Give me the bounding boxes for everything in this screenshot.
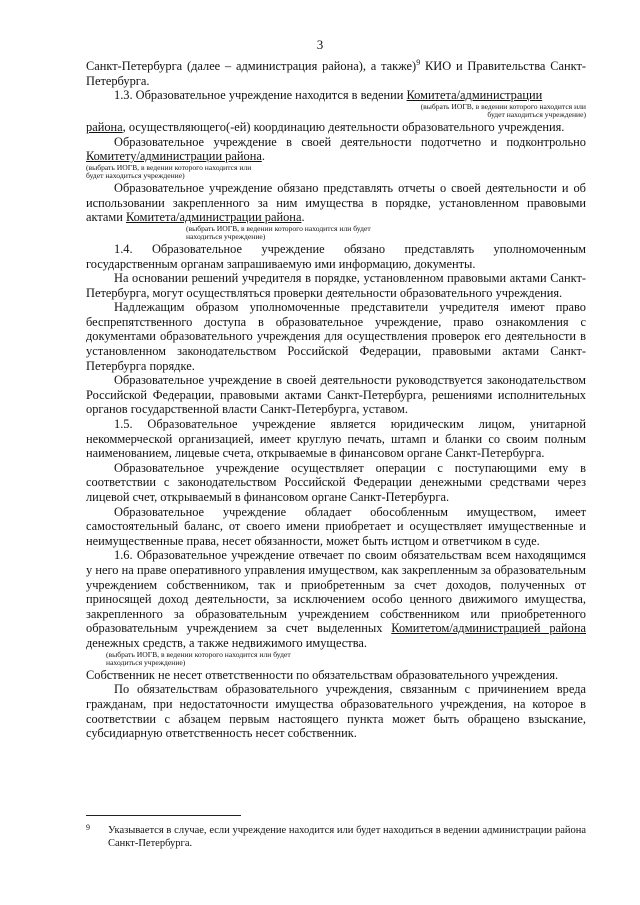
paragraph-accountable: Образовательное учреждение в своей деятельности подотчетно и подконтрольно Комитету/администрации района.	[86, 134, 586, 164]
committee-placeholder: Комитета/администрации	[406, 88, 543, 103]
ogv-hint: (выбрать ИОГВ, в ведении которого находится или будет находиться учреждение)	[106, 649, 291, 668]
paragraph-1-3-cont: района, осуществляющего(-ей) координацию деятельности образовательного учреждения.	[86, 119, 565, 134]
paragraph-owner: Собственник не несет ответственности по обязательствам образовательного учреждения.	[86, 667, 559, 682]
ogv-hint: (выбрать ИОГВ, в ведении которого находится или будет находиться учреждение)	[420, 101, 586, 120]
paragraph-access: Надлежащим образом уполномоченные представители учредителя имеют право беспрепятственного доступа в образовательное учреждение, право ознакомления с документами образовательного учреждения для осуществления проверок его деятельности в установленном законодательством Российской Федерации, правовыми актами Санкт-Петербурга порядке.	[86, 300, 586, 373]
footnote-ref: 9	[416, 57, 421, 67]
footnote	[86, 824, 586, 850]
paragraph-1-5: 1.5. Образовательное учреждение является юридическим лицом, унитарной некоммерческой организацией, имеет круглую печать, штамп и бланки со своим полным наименованием, лицевые счета, открываемые в финансовом органе Санкт-Петербурга.	[86, 417, 586, 461]
footnote-divider	[86, 815, 241, 816]
paragraph-property: Образовательное учреждение обладает обособленным имуществом, имеет самостоятельный баланс, от своего имени приобретает и осуществляет имущественные и неимущественные права, несет обязанности, может быть истцом и ответчиком в суде.	[86, 504, 586, 548]
paragraph-1-3: 1.3. Образовательное учреждение находится в ведении Комитета/администрации	[114, 88, 543, 103]
committee-placeholder: Комитетом/администрацией района	[391, 621, 586, 636]
paragraph-guidance: Образовательное учреждение в своей деятельности руководствуется законодательством Российской Федерации, правовыми актами Санкт-Петербурга, решениями исполнительных органов государственной власти Санкт-Петербурга, уставом.	[86, 373, 586, 417]
paragraph-inspections: На основании решений учредителя в порядке, установленном правовыми актами Санкт-Петербурга, могут осуществляться проверки деятельности образовательного учреждения.	[86, 271, 586, 300]
committee-placeholder: Комитету/администрации района	[86, 149, 262, 164]
paragraph-1-6: 1.6. Образовательное учреждение отвечает по своим обязательствам всем находящимся у него на праве оперативного управления имуществом, как закрепленным за образовательным учреждением собственником, так и приобретенным за счет доходов, полученных от приносящей доход деятельности, за исключением особо ценного движимого имущества, закрепленного за образовательным учреждением собственником или приобретенного образовательным учреждением за счет выделенных Комитетом/администрацией района денежных средств, а также недвижимого имущества.	[86, 548, 586, 650]
paragraph-intro: Санкт-Петербурга (далее – администрация района), а также)$^9$ КИО и Правительства Санкт-Петербурга.	[86, 57, 586, 88]
paragraph-reports: Образовательное учреждение обязано представлять отчеты о своей деятельности и об использовании закрепленного за ним имущества в порядке, установленном правовыми актами Комитета/администрации района.	[86, 180, 586, 225]
footnote-mark: 9	[86, 823, 90, 832]
paragraph-1-4: 1.4. Образовательное учреждение обязано представлять уполномоченным государственным органам запрашиваемую ими информацию, документы.	[86, 241, 586, 271]
page-body	[86, 59, 586, 741]
page-number: 3	[316, 37, 324, 52]
paragraph-operations: Образовательное учреждение осуществляет операции с поступающими ему в соответствии с законодательством Российской Федерации денежными средствами через лицевой счет, открываемый в финансовом органе Санкт-Петербурга.	[86, 460, 586, 504]
ogv-hint: (выбрать ИОГВ, в ведении которого находится или будет находиться учреждение)	[186, 223, 371, 242]
ogv-hint: (выбрать ИОГВ, в ведении которого находится или будет находиться учреждение)	[86, 162, 252, 181]
committee-placeholder: Комитета/администрации района	[126, 210, 302, 225]
paragraph-liability: По обязательствам образовательного учреждения, связанным с причинением вреда гражданам, при недостаточности имущества образовательного учреждения, на которое в соответствии с абзацем первым настоящего пункта может быть обращено взыскание, субсидиарную ответственность несет собственник.	[86, 682, 586, 741]
footnote-text: Указывается в случае, если учреждение находится или будет находиться в ведении администрации района Санкт-Петербурга.	[108, 825, 586, 849]
